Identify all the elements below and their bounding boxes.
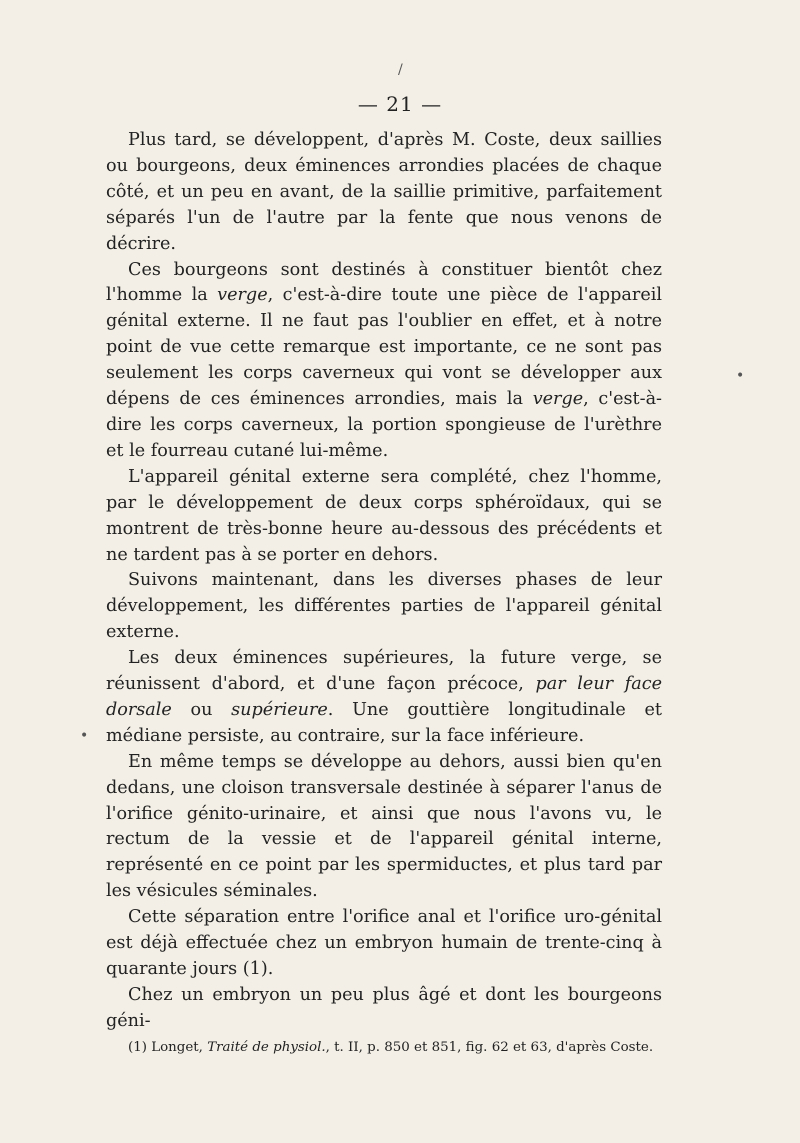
paragraph-5-italic-dorsale: par leur face dorsale bbox=[106, 674, 662, 720]
paragraph-8: Chez un embryon un peu plus âgé et dont les bourgeons géni- bbox=[106, 984, 662, 1031]
paragraph-4: Suivons maintenant, dans les diverses phases de leur développement, les différentes parties de l'appareil génital externe. bbox=[106, 570, 662, 643]
stray-mark-left: • bbox=[80, 728, 89, 744]
paragraph-6: En même temps se développe au dehors, aussi bien qu'en dedans, une cloison transversale destinée à séparer l'anus de l'orifice génito-urinaire, et ainsi que nous l'avons vu, le rectum de la vessie et de l'appareil génital interne, représenté en ce point par les spermiductes, et plus tard par les vésicules séminales. bbox=[106, 751, 662, 902]
stray-mark-right: • bbox=[736, 368, 745, 384]
page-number: — 21 — bbox=[357, 92, 443, 116]
paragraph-2-part-a: Ces bourgeons sont destinés à constituer bientôt chez l'homme la bbox=[106, 259, 662, 306]
paragraph-5 bbox=[106, 646, 662, 750]
paragraph-2-italic-verge-2: verge bbox=[532, 389, 584, 410]
stray-mark-top: / bbox=[398, 62, 403, 78]
footnote-italic-title: Traité de physiol. bbox=[207, 1040, 326, 1055]
paragraph-2-part-c: , c'est-à-dire toute une pièce de l'appareil génital externe. Il ne faut pas l'oublier en effet, et à notre point de vue cette remarque est importante, ce ne sont pas seulement les corps caverneux qui vont se développer aux dépens de ces éminences arrondies, mais la bbox=[106, 285, 662, 410]
paragraph-3: L'appareil génital externe sera complété, chez l'homme, par le développement de deux corps sphéroïdaux, qui se montrent de très-bonne heure au-dessous des précédents et ne tardent pas à se porter en dehors. bbox=[106, 466, 662, 565]
paragraph-7: Cette séparation entre l'orifice anal et l'orifice uro-génital est déjà effectuée chez un embryon humain de trente-cinq à quarante jours (1). bbox=[106, 907, 662, 979]
paragraph-5-part-e: . Une gouttière longitudinale et médiane persiste, au contraire, sur la face inférieure. bbox=[106, 699, 663, 746]
paragraph-2-italic-verge-1: verge bbox=[217, 285, 268, 306]
paragraph-2 bbox=[106, 258, 662, 465]
paragraph-5-italic-superieure: supérieure bbox=[231, 699, 328, 720]
paragraph-5-part-c: ou bbox=[171, 699, 232, 720]
footnote-part-c: , t. II, p. 850 et 851, fig. 62 et 63, d'après Coste. bbox=[325, 1040, 654, 1055]
body-text bbox=[106, 128, 662, 1035]
footnote-text bbox=[106, 1038, 662, 1058]
paragraph-5-part-a: Les deux éminences supérieures, la future verge, se réunissent d'abord, et d'une façon précoce, bbox=[106, 648, 662, 695]
footnote-part-a: (1) Longet, bbox=[128, 1040, 208, 1055]
footnote bbox=[106, 1038, 662, 1058]
paragraph-1: Plus tard, se développent, d'après M. Coste, deux saillies ou bourgeons, deux éminences arrondies placées de chaque côté, et un peu en avant, de la saillie primitive, parfaitement séparés l'un de l'autre par la fente que nous venons de décrire. bbox=[106, 130, 662, 254]
paragraph-2-part-e: , c'est-à-dire les corps caverneux, la portion spongieuse de l'urèthre et le fourreau cutané lui-même. bbox=[106, 389, 663, 461]
